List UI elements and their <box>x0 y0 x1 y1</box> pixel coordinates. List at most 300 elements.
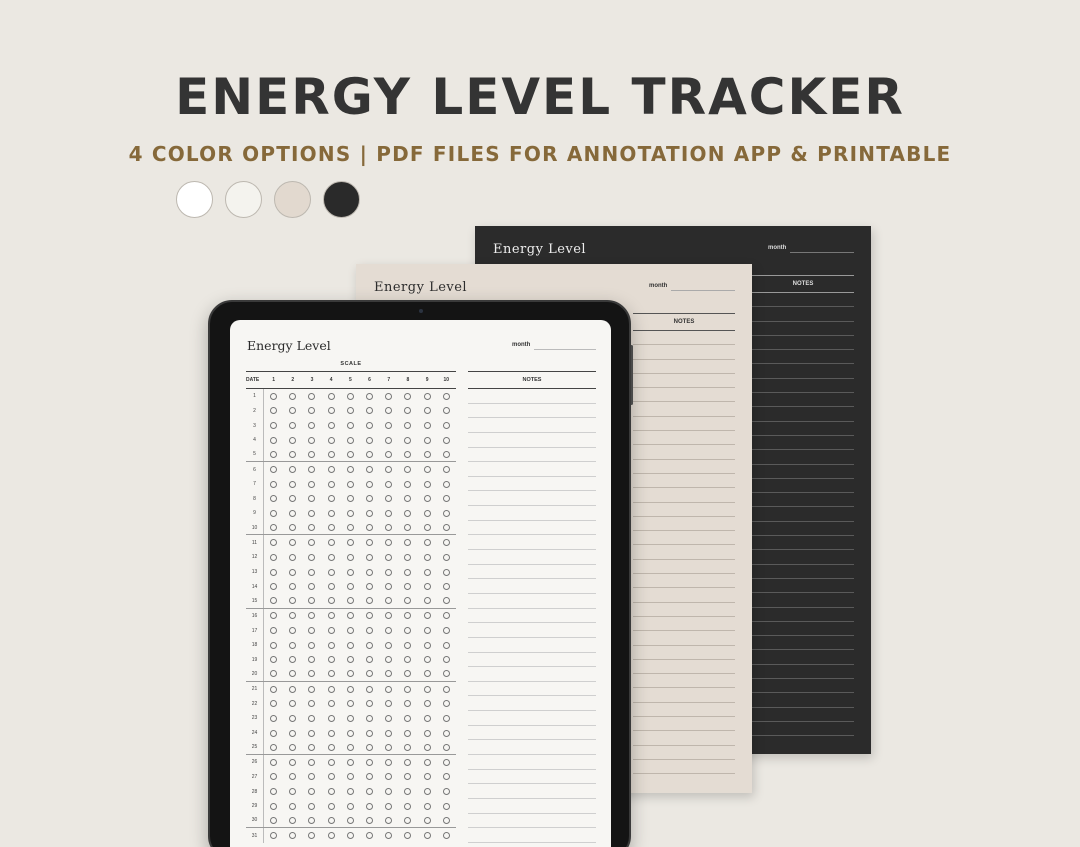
circle-icon[interactable] <box>328 437 335 444</box>
circle-icon[interactable] <box>270 569 277 576</box>
circle-icon[interactable] <box>443 715 450 722</box>
circle-icon[interactable] <box>366 730 373 737</box>
circle-icon[interactable] <box>270 554 277 561</box>
notes-line[interactable] <box>468 726 596 741</box>
circle-icon[interactable] <box>347 510 354 517</box>
notes-line[interactable] <box>468 740 596 755</box>
circle-icon[interactable] <box>443 773 450 780</box>
circle-icon[interactable] <box>308 524 315 531</box>
notes-line[interactable] <box>468 565 596 580</box>
circle-icon[interactable] <box>289 466 296 473</box>
circle-icon[interactable] <box>424 759 431 766</box>
circle-icon[interactable] <box>443 803 450 810</box>
circle-icon[interactable] <box>289 817 296 824</box>
notes-line[interactable] <box>468 667 596 682</box>
circle-icon[interactable] <box>443 495 450 502</box>
circle-icon[interactable] <box>404 407 411 414</box>
circle-icon[interactable] <box>404 422 411 429</box>
circle-icon[interactable] <box>328 700 335 707</box>
circle-icon[interactable] <box>366 759 373 766</box>
circle-icon[interactable] <box>289 451 296 458</box>
circle-icon[interactable] <box>347 627 354 634</box>
circle-icon[interactable] <box>443 627 450 634</box>
circle-icon[interactable] <box>443 407 450 414</box>
circle-icon[interactable] <box>443 554 450 561</box>
circle-icon[interactable] <box>404 539 411 546</box>
circle-icon[interactable] <box>308 700 315 707</box>
circle-icon[interactable] <box>443 744 450 751</box>
circle-icon[interactable] <box>366 539 373 546</box>
circle-icon[interactable] <box>366 466 373 473</box>
circle-icon[interactable] <box>366 803 373 810</box>
notes-line[interactable] <box>468 814 596 829</box>
circle-icon[interactable] <box>404 642 411 649</box>
circle-icon[interactable] <box>328 803 335 810</box>
circle-icon[interactable] <box>385 554 392 561</box>
circle-icon[interactable] <box>385 524 392 531</box>
circle-icon[interactable] <box>270 642 277 649</box>
circle-icon[interactable] <box>404 788 411 795</box>
circle-icon[interactable] <box>404 510 411 517</box>
circle-icon[interactable] <box>385 407 392 414</box>
circle-icon[interactable] <box>404 524 411 531</box>
notes-line[interactable] <box>468 755 596 770</box>
notes-line[interactable] <box>468 653 596 668</box>
circle-icon[interactable] <box>328 510 335 517</box>
circle-icon[interactable] <box>404 569 411 576</box>
notes-line[interactable] <box>468 448 596 463</box>
circle-icon[interactable] <box>424 700 431 707</box>
circle-icon[interactable] <box>366 583 373 590</box>
circle-icon[interactable] <box>424 686 431 693</box>
circle-icon[interactable] <box>289 539 296 546</box>
circle-icon[interactable] <box>385 730 392 737</box>
circle-icon[interactable] <box>289 832 296 839</box>
circle-icon[interactable] <box>328 656 335 663</box>
circle-icon[interactable] <box>347 686 354 693</box>
circle-icon[interactable] <box>347 670 354 677</box>
circle-icon[interactable] <box>347 583 354 590</box>
circle-icon[interactable] <box>443 569 450 576</box>
circle-icon[interactable] <box>404 495 411 502</box>
circle-icon[interactable] <box>366 642 373 649</box>
circle-icon[interactable] <box>385 642 392 649</box>
notes-line[interactable] <box>468 623 596 638</box>
circle-icon[interactable] <box>366 451 373 458</box>
circle-icon[interactable] <box>270 627 277 634</box>
notes-line[interactable] <box>468 477 596 492</box>
circle-icon[interactable] <box>289 788 296 795</box>
circle-icon[interactable] <box>424 817 431 824</box>
circle-icon[interactable] <box>289 759 296 766</box>
circle-icon[interactable] <box>347 539 354 546</box>
circle-icon[interactable] <box>424 539 431 546</box>
circle-icon[interactable] <box>289 803 296 810</box>
circle-icon[interactable] <box>270 451 277 458</box>
circle-icon[interactable] <box>385 569 392 576</box>
circle-icon[interactable] <box>328 642 335 649</box>
circle-icon[interactable] <box>270 481 277 488</box>
circle-icon[interactable] <box>347 466 354 473</box>
circle-icon[interactable] <box>366 656 373 663</box>
circle-icon[interactable] <box>424 495 431 502</box>
circle-icon[interactable] <box>424 481 431 488</box>
circle-icon[interactable] <box>328 407 335 414</box>
circle-icon[interactable] <box>347 656 354 663</box>
circle-icon[interactable] <box>289 597 296 604</box>
circle-icon[interactable] <box>308 656 315 663</box>
circle-icon[interactable] <box>270 730 277 737</box>
circle-icon[interactable] <box>424 466 431 473</box>
circle-icon[interactable] <box>366 788 373 795</box>
circle-icon[interactable] <box>424 451 431 458</box>
circle-icon[interactable] <box>347 524 354 531</box>
circle-icon[interactable] <box>385 539 392 546</box>
circle-icon[interactable] <box>308 832 315 839</box>
swatch-beige[interactable] <box>274 181 311 218</box>
circle-icon[interactable] <box>270 495 277 502</box>
circle-icon[interactable] <box>385 495 392 502</box>
circle-icon[interactable] <box>328 597 335 604</box>
circle-icon[interactable] <box>347 715 354 722</box>
circle-icon[interactable] <box>404 832 411 839</box>
circle-icon[interactable] <box>404 481 411 488</box>
circle-icon[interactable] <box>328 466 335 473</box>
circle-icon[interactable] <box>308 730 315 737</box>
circle-icon[interactable] <box>385 612 392 619</box>
circle-icon[interactable] <box>366 554 373 561</box>
circle-icon[interactable] <box>443 670 450 677</box>
circle-icon[interactable] <box>404 451 411 458</box>
circle-icon[interactable] <box>308 670 315 677</box>
circle-icon[interactable] <box>347 597 354 604</box>
circle-icon[interactable] <box>404 803 411 810</box>
circle-icon[interactable] <box>289 715 296 722</box>
circle-icon[interactable] <box>270 803 277 810</box>
circle-icon[interactable] <box>270 597 277 604</box>
circle-icon[interactable] <box>424 656 431 663</box>
circle-icon[interactable] <box>328 422 335 429</box>
notes-line[interactable] <box>468 404 596 419</box>
circle-icon[interactable] <box>270 466 277 473</box>
circle-icon[interactable] <box>270 422 277 429</box>
circle-icon[interactable] <box>424 612 431 619</box>
circle-icon[interactable] <box>366 715 373 722</box>
circle-icon[interactable] <box>347 481 354 488</box>
circle-icon[interactable] <box>443 437 450 444</box>
circle-icon[interactable] <box>347 759 354 766</box>
circle-icon[interactable] <box>328 495 335 502</box>
circle-icon[interactable] <box>424 583 431 590</box>
circle-icon[interactable] <box>270 788 277 795</box>
circle-icon[interactable] <box>443 393 450 400</box>
notes-line[interactable] <box>468 506 596 521</box>
circle-icon[interactable] <box>308 495 315 502</box>
circle-icon[interactable] <box>289 730 296 737</box>
circle-icon[interactable] <box>289 554 296 561</box>
circle-icon[interactable] <box>443 642 450 649</box>
circle-icon[interactable] <box>308 817 315 824</box>
circle-icon[interactable] <box>270 437 277 444</box>
circle-icon[interactable] <box>308 803 315 810</box>
notes-line[interactable] <box>468 828 596 843</box>
notes-line[interactable] <box>468 770 596 785</box>
notes-line[interactable] <box>468 550 596 565</box>
circle-icon[interactable] <box>366 481 373 488</box>
circle-icon[interactable] <box>443 510 450 517</box>
circle-icon[interactable] <box>404 670 411 677</box>
circle-icon[interactable] <box>347 407 354 414</box>
circle-icon[interactable] <box>308 759 315 766</box>
circle-icon[interactable] <box>308 539 315 546</box>
circle-icon[interactable] <box>270 656 277 663</box>
circle-icon[interactable] <box>424 744 431 751</box>
circle-icon[interactable] <box>308 744 315 751</box>
circle-icon[interactable] <box>270 510 277 517</box>
circle-icon[interactable] <box>347 744 354 751</box>
circle-icon[interactable] <box>424 437 431 444</box>
circle-icon[interactable] <box>385 773 392 780</box>
circle-icon[interactable] <box>308 422 315 429</box>
circle-icon[interactable] <box>289 612 296 619</box>
circle-icon[interactable] <box>424 730 431 737</box>
circle-icon[interactable] <box>308 715 315 722</box>
circle-icon[interactable] <box>366 686 373 693</box>
circle-icon[interactable] <box>385 744 392 751</box>
notes-line[interactable] <box>468 594 596 609</box>
circle-icon[interactable] <box>404 744 411 751</box>
circle-icon[interactable] <box>385 437 392 444</box>
circle-icon[interactable] <box>404 656 411 663</box>
circle-icon[interactable] <box>289 393 296 400</box>
circle-icon[interactable] <box>424 670 431 677</box>
circle-icon[interactable] <box>385 422 392 429</box>
notes-line[interactable] <box>468 462 596 477</box>
circle-icon[interactable] <box>443 700 450 707</box>
circle-icon[interactable] <box>366 510 373 517</box>
circle-icon[interactable] <box>347 803 354 810</box>
circle-icon[interactable] <box>328 612 335 619</box>
circle-icon[interactable] <box>404 700 411 707</box>
notes-line[interactable] <box>468 799 596 814</box>
circle-icon[interactable] <box>366 817 373 824</box>
circle-icon[interactable] <box>270 583 277 590</box>
circle-icon[interactable] <box>443 451 450 458</box>
circle-icon[interactable] <box>424 832 431 839</box>
month-input-line[interactable] <box>534 349 596 350</box>
circle-icon[interactable] <box>308 554 315 561</box>
circle-icon[interactable] <box>289 510 296 517</box>
circle-icon[interactable] <box>366 597 373 604</box>
notes-line[interactable] <box>468 609 596 624</box>
circle-icon[interactable] <box>308 597 315 604</box>
circle-icon[interactable] <box>347 642 354 649</box>
circle-icon[interactable] <box>404 715 411 722</box>
circle-icon[interactable] <box>443 832 450 839</box>
circle-icon[interactable] <box>308 481 315 488</box>
circle-icon[interactable] <box>424 422 431 429</box>
circle-icon[interactable] <box>270 612 277 619</box>
circle-icon[interactable] <box>328 554 335 561</box>
circle-icon[interactable] <box>289 744 296 751</box>
notes-line[interactable] <box>468 389 596 404</box>
circle-icon[interactable] <box>366 627 373 634</box>
circle-icon[interactable] <box>443 583 450 590</box>
notes-line[interactable] <box>468 521 596 536</box>
circle-icon[interactable] <box>385 715 392 722</box>
circle-icon[interactable] <box>347 393 354 400</box>
circle-icon[interactable] <box>385 803 392 810</box>
circle-icon[interactable] <box>270 759 277 766</box>
circle-icon[interactable] <box>270 700 277 707</box>
circle-icon[interactable] <box>270 524 277 531</box>
circle-icon[interactable] <box>424 510 431 517</box>
notes-line[interactable] <box>468 682 596 697</box>
circle-icon[interactable] <box>308 407 315 414</box>
circle-icon[interactable] <box>270 407 277 414</box>
circle-icon[interactable] <box>289 481 296 488</box>
circle-icon[interactable] <box>443 612 450 619</box>
circle-icon[interactable] <box>328 744 335 751</box>
circle-icon[interactable] <box>328 730 335 737</box>
circle-icon[interactable] <box>289 670 296 677</box>
circle-icon[interactable] <box>347 495 354 502</box>
circle-icon[interactable] <box>289 773 296 780</box>
circle-icon[interactable] <box>308 569 315 576</box>
circle-icon[interactable] <box>308 510 315 517</box>
circle-icon[interactable] <box>289 422 296 429</box>
circle-icon[interactable] <box>424 715 431 722</box>
circle-icon[interactable] <box>385 817 392 824</box>
circle-icon[interactable] <box>366 524 373 531</box>
circle-icon[interactable] <box>308 612 315 619</box>
circle-icon[interactable] <box>328 817 335 824</box>
circle-icon[interactable] <box>443 524 450 531</box>
circle-icon[interactable] <box>308 437 315 444</box>
circle-icon[interactable] <box>347 730 354 737</box>
circle-icon[interactable] <box>404 686 411 693</box>
notes-line[interactable] <box>468 579 596 594</box>
circle-icon[interactable] <box>289 407 296 414</box>
notes-line[interactable] <box>468 491 596 506</box>
circle-icon[interactable] <box>443 422 450 429</box>
notes-line[interactable] <box>468 696 596 711</box>
circle-icon[interactable] <box>347 569 354 576</box>
circle-icon[interactable] <box>328 759 335 766</box>
circle-icon[interactable] <box>424 803 431 810</box>
circle-icon[interactable] <box>366 832 373 839</box>
circle-icon[interactable] <box>443 597 450 604</box>
circle-icon[interactable] <box>270 773 277 780</box>
circle-icon[interactable] <box>270 670 277 677</box>
circle-icon[interactable] <box>385 481 392 488</box>
circle-icon[interactable] <box>328 715 335 722</box>
circle-icon[interactable] <box>308 451 315 458</box>
circle-icon[interactable] <box>404 612 411 619</box>
notes-line[interactable] <box>468 638 596 653</box>
circle-icon[interactable] <box>308 686 315 693</box>
circle-icon[interactable] <box>424 597 431 604</box>
circle-icon[interactable] <box>443 539 450 546</box>
circle-icon[interactable] <box>424 642 431 649</box>
circle-icon[interactable] <box>308 642 315 649</box>
circle-icon[interactable] <box>308 583 315 590</box>
circle-icon[interactable] <box>385 583 392 590</box>
notes-line[interactable] <box>468 418 596 433</box>
circle-icon[interactable] <box>366 773 373 780</box>
circle-icon[interactable] <box>366 437 373 444</box>
circle-icon[interactable] <box>404 817 411 824</box>
circle-icon[interactable] <box>347 437 354 444</box>
circle-icon[interactable] <box>308 466 315 473</box>
circle-icon[interactable] <box>270 817 277 824</box>
circle-icon[interactable] <box>366 495 373 502</box>
swatch-black[interactable] <box>323 181 360 218</box>
circle-icon[interactable] <box>443 656 450 663</box>
notes-line[interactable] <box>468 433 596 448</box>
circle-icon[interactable] <box>366 670 373 677</box>
circle-icon[interactable] <box>424 524 431 531</box>
circle-icon[interactable] <box>366 612 373 619</box>
circle-icon[interactable] <box>270 686 277 693</box>
circle-icon[interactable] <box>270 832 277 839</box>
swatch-off-white[interactable] <box>225 181 262 218</box>
circle-icon[interactable] <box>328 539 335 546</box>
circle-icon[interactable] <box>328 524 335 531</box>
circle-icon[interactable] <box>328 686 335 693</box>
circle-icon[interactable] <box>385 670 392 677</box>
circle-icon[interactable] <box>308 773 315 780</box>
circle-icon[interactable] <box>328 773 335 780</box>
circle-icon[interactable] <box>424 788 431 795</box>
circle-icon[interactable] <box>289 495 296 502</box>
circle-icon[interactable] <box>404 554 411 561</box>
circle-icon[interactable] <box>328 788 335 795</box>
circle-icon[interactable] <box>443 686 450 693</box>
swatch-white[interactable] <box>176 181 213 218</box>
circle-icon[interactable] <box>308 627 315 634</box>
circle-icon[interactable] <box>347 788 354 795</box>
circle-icon[interactable] <box>347 422 354 429</box>
circle-icon[interactable] <box>366 393 373 400</box>
circle-icon[interactable] <box>347 700 354 707</box>
circle-icon[interactable] <box>270 744 277 751</box>
notes-line[interactable] <box>468 711 596 726</box>
circle-icon[interactable] <box>289 686 296 693</box>
circle-icon[interactable] <box>443 759 450 766</box>
circle-icon[interactable] <box>366 700 373 707</box>
circle-icon[interactable] <box>328 481 335 488</box>
circle-icon[interactable] <box>270 393 277 400</box>
circle-icon[interactable] <box>385 466 392 473</box>
circle-icon[interactable] <box>347 451 354 458</box>
circle-icon[interactable] <box>347 612 354 619</box>
circle-icon[interactable] <box>328 583 335 590</box>
circle-icon[interactable] <box>385 686 392 693</box>
circle-icon[interactable] <box>347 817 354 824</box>
circle-icon[interactable] <box>366 569 373 576</box>
circle-icon[interactable] <box>443 481 450 488</box>
circle-icon[interactable] <box>289 627 296 634</box>
circle-icon[interactable] <box>404 730 411 737</box>
circle-icon[interactable] <box>404 759 411 766</box>
circle-icon[interactable] <box>347 832 354 839</box>
circle-icon[interactable] <box>289 569 296 576</box>
circle-icon[interactable] <box>289 700 296 707</box>
circle-icon[interactable] <box>270 539 277 546</box>
circle-icon[interactable] <box>424 627 431 634</box>
circle-icon[interactable] <box>424 569 431 576</box>
